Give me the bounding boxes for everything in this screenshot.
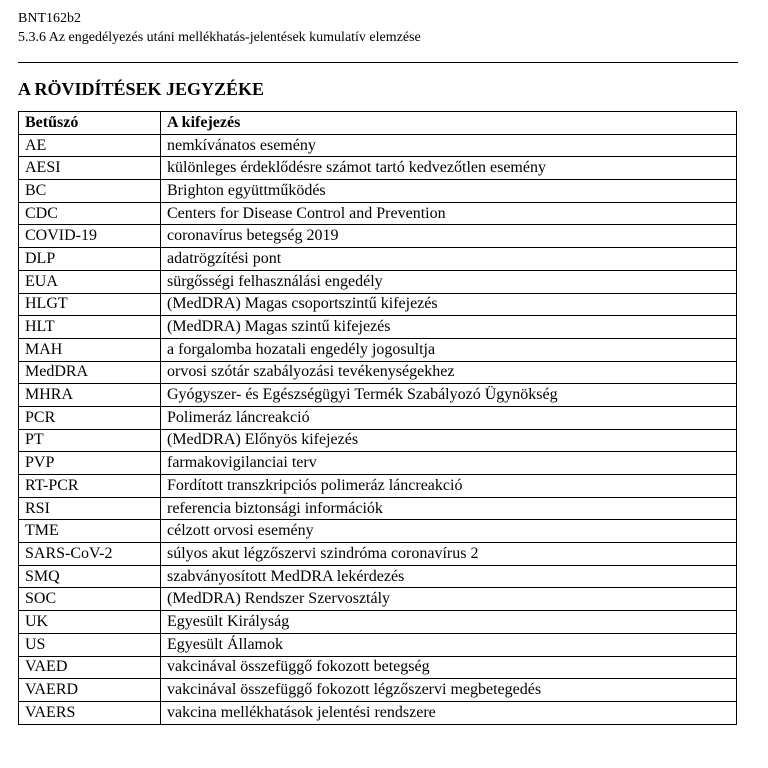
abbreviation-cell: SMQ — [19, 565, 161, 588]
table-row — [19, 543, 737, 566]
abbreviation-cell: AESI — [19, 157, 161, 180]
table-row — [19, 633, 737, 656]
table-row — [19, 565, 737, 588]
abbreviation-cell: CDC — [19, 202, 161, 225]
table-row — [19, 475, 737, 498]
table-row — [19, 611, 737, 634]
abbreviation-cell: BC — [19, 180, 161, 203]
expression-cell: célzott orvosi esemény — [161, 520, 737, 543]
table-row — [19, 361, 737, 384]
expression-cell: (MedDRA) Magas szintű kifejezés — [161, 316, 737, 339]
abbreviation-cell: PT — [19, 429, 161, 452]
abbreviation-cell: MedDRA — [19, 361, 161, 384]
abbreviation-cell: HLT — [19, 316, 161, 339]
expression-cell: Fordított transzkripciós polimeráz láncreakció — [161, 475, 737, 498]
expression-cell: vakcina mellékhatások jelentési rendszere — [161, 701, 737, 724]
abbreviation-cell: MHRA — [19, 384, 161, 407]
expression-cell: (MedDRA) Előnyös kifejezés — [161, 429, 737, 452]
expression-cell: referencia biztonsági információk — [161, 497, 737, 520]
expression-cell: a forgalomba hozatali engedély jogosultja — [161, 338, 737, 361]
abbreviation-cell: MAH — [19, 338, 161, 361]
expression-cell: Centers for Disease Control and Prevention — [161, 202, 737, 225]
page-title: A RÖVIDÍTÉSEK JEGYZÉKE — [18, 79, 265, 99]
abbreviation-cell: SARS-CoV-2 — [19, 543, 161, 566]
table-row — [19, 520, 737, 543]
expression-cell: (MedDRA) Rendszer Szervosztály — [161, 588, 737, 611]
expression-cell: szabványosított MedDRA lekérdezés — [161, 565, 737, 588]
abbreviation-cell: VAED — [19, 656, 161, 679]
expression-cell: súlyos akut légzőszervi szindróma coronavírus 2 — [161, 543, 737, 566]
expression-cell: vakcinával összefüggő fokozott légzőszervi megbetegedés — [161, 679, 737, 702]
expression-cell: nemkívánatos esemény — [161, 134, 737, 157]
abbreviation-cell: PVP — [19, 452, 161, 475]
table-row — [19, 316, 737, 339]
table-row — [19, 338, 737, 361]
table-row — [19, 679, 737, 702]
column-header-expression: A kifejezés — [161, 112, 737, 135]
abbreviation-cell: PCR — [19, 406, 161, 429]
abbreviation-cell: VAERS — [19, 701, 161, 724]
abbreviation-cell: COVID-19 — [19, 225, 161, 248]
header-divider — [18, 62, 738, 63]
abbreviation-cell: US — [19, 633, 161, 656]
expression-cell: adatrögzítési pont — [161, 248, 737, 271]
table-row — [19, 588, 737, 611]
table-row — [19, 134, 737, 157]
table-body — [19, 134, 737, 724]
abbreviation-cell: TME — [19, 520, 161, 543]
table-header-row — [19, 112, 737, 135]
abbreviation-cell: HLGT — [19, 293, 161, 316]
abbreviation-cell: SOC — [19, 588, 161, 611]
abbreviation-cell: RSI — [19, 497, 161, 520]
table-row — [19, 293, 737, 316]
table-row — [19, 497, 737, 520]
expression-cell: Egyesült Királyság — [161, 611, 737, 634]
expression-cell: Egyesült Államok — [161, 633, 737, 656]
abbreviation-cell: VAERD — [19, 679, 161, 702]
abbreviation-cell: RT-PCR — [19, 475, 161, 498]
abbreviations-table — [18, 111, 737, 725]
table-row — [19, 656, 737, 679]
expression-cell: Gyógyszer- és Egészségügyi Termék Szabályozó Ügynökség — [161, 384, 737, 407]
table-row — [19, 202, 737, 225]
table-row — [19, 248, 737, 271]
expression-cell: (MedDRA) Magas csoportszintű kifejezés — [161, 293, 737, 316]
column-header-abbreviation: Betűszó — [19, 112, 161, 135]
expression-cell: Brighton együttműködés — [161, 180, 737, 203]
table-row — [19, 406, 737, 429]
table-row — [19, 180, 737, 203]
section-heading: 5.3.6 Az engedélyezés utáni mellékhatás-jelentések kumulatív elemzése — [18, 30, 421, 45]
abbreviation-cell: DLP — [19, 248, 161, 271]
abbreviation-cell: AE — [19, 134, 161, 157]
expression-cell: sürgősségi felhasználási engedély — [161, 270, 737, 293]
abbreviation-cell: EUA — [19, 270, 161, 293]
abbreviation-cell: UK — [19, 611, 161, 634]
document-header — [18, 9, 738, 47]
table-row — [19, 384, 737, 407]
table-row — [19, 701, 737, 724]
expression-cell: orvosi szótár szabályozási tevékenységekhez — [161, 361, 737, 384]
table-row — [19, 429, 737, 452]
document-id: BNT162b2 — [18, 11, 81, 26]
table-row — [19, 157, 737, 180]
expression-cell: farmakovigilanciai terv — [161, 452, 737, 475]
table-row — [19, 225, 737, 248]
expression-cell: vakcinával összefüggő fokozott betegség — [161, 656, 737, 679]
expression-cell: különleges érdeklődésre számot tartó kedvezőtlen esemény — [161, 157, 737, 180]
expression-cell: Polimeráz láncreakció — [161, 406, 737, 429]
table-row — [19, 452, 737, 475]
table-row — [19, 270, 737, 293]
expression-cell: coronavírus betegség 2019 — [161, 225, 737, 248]
